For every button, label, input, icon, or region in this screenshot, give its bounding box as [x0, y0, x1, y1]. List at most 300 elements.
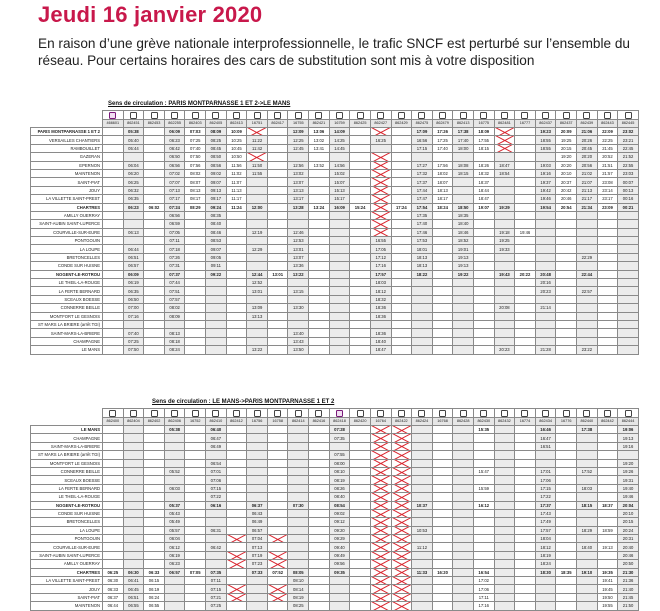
- time-cell: [391, 279, 412, 287]
- corner-cell: [31, 418, 103, 426]
- time-cell: 06:33: [144, 568, 165, 576]
- time-cell: [577, 329, 598, 337]
- time-cell: 23:09: [597, 203, 618, 211]
- time-cell: 20:26: [577, 136, 598, 144]
- cancelled-cell: [247, 128, 268, 136]
- time-cell: [597, 434, 618, 442]
- table-row: [31, 526, 639, 534]
- time-cell: [432, 426, 453, 434]
- time-cell: [556, 279, 577, 287]
- time-cell: 19:13: [453, 253, 474, 261]
- time-cell: 13:13: [288, 186, 309, 194]
- time-cell: [515, 169, 536, 177]
- time-cell: [432, 220, 453, 228]
- time-cell: [391, 211, 412, 219]
- time-cell: [103, 426, 124, 434]
- time-cell: [288, 543, 309, 551]
- cancelled-cell: [391, 467, 412, 475]
- time-cell: 19:45: [597, 585, 618, 593]
- time-cell: [473, 337, 494, 345]
- time-cell: [391, 144, 412, 152]
- time-cell: [288, 279, 309, 287]
- time-cell: 08:10: [288, 577, 309, 585]
- time-cell: [515, 178, 536, 186]
- time-cell: [206, 320, 227, 328]
- time-cell: [412, 476, 433, 484]
- time-cell: [515, 346, 536, 354]
- service-icon-cell: [164, 409, 185, 418]
- time-cell: 09:02: [329, 509, 350, 517]
- cancelled-cell: [391, 551, 412, 559]
- time-cell: 20:20: [577, 153, 598, 161]
- time-cell: [309, 262, 330, 270]
- time-cell: [350, 526, 371, 534]
- time-cell: [350, 169, 371, 177]
- time-cell: [412, 577, 433, 585]
- cancelled-cell: [391, 459, 412, 467]
- time-cell: [103, 337, 124, 345]
- time-cell: [350, 451, 371, 459]
- train-number: 862481: [494, 120, 515, 128]
- time-cell: [577, 434, 598, 442]
- table-row: [31, 585, 639, 593]
- cancelled-cell: [391, 585, 412, 593]
- service-icon-cell: [103, 111, 124, 120]
- time-cell: 17:26: [432, 128, 453, 136]
- train-icon: [460, 112, 467, 119]
- time-cell: [597, 304, 618, 312]
- table-row: [31, 434, 639, 442]
- time-cell: [350, 295, 371, 303]
- time-cell: [453, 560, 474, 568]
- time-cell: [288, 535, 309, 543]
- time-cell: [577, 337, 598, 345]
- time-cell: 18:26: [473, 161, 494, 169]
- time-cell: [144, 161, 165, 169]
- time-cell: [556, 346, 577, 354]
- time-cell: [288, 442, 309, 450]
- time-cell: 20:54: [556, 203, 577, 211]
- time-cell: [103, 493, 124, 501]
- time-cell: 07:25: [185, 136, 206, 144]
- time-cell: 08:05: [288, 568, 309, 576]
- time-cell: [535, 237, 556, 245]
- time-cell: [267, 467, 288, 475]
- time-cell: [473, 434, 494, 442]
- time-cell: 16:47: [535, 434, 556, 442]
- station-name: CONNERRE BEILLE: [31, 304, 103, 312]
- time-cell: [103, 434, 124, 442]
- time-cell: [164, 602, 185, 610]
- time-cell: [597, 220, 618, 228]
- cancelled-cell: [370, 161, 391, 169]
- cancelled-cell: [370, 442, 391, 450]
- train-number: 862402: [144, 418, 165, 426]
- time-cell: [432, 237, 453, 245]
- time-cell: 21:06: [577, 128, 598, 136]
- time-cell: 13:07: [288, 178, 309, 186]
- time-cell: [597, 560, 618, 568]
- time-cell: 21:13: [577, 186, 598, 194]
- time-cell: 06:09: [123, 270, 144, 278]
- time-cell: [288, 295, 309, 303]
- time-cell: 07:16: [123, 312, 144, 320]
- cancelled-cell: [247, 153, 268, 161]
- time-cell: [185, 426, 206, 434]
- time-cell: 06:23: [164, 136, 185, 144]
- time-cell: 17:25: [432, 136, 453, 144]
- cancelled-cell: [391, 476, 412, 484]
- time-cell: [103, 287, 124, 295]
- time-cell: [103, 178, 124, 186]
- time-cell: 05:49: [164, 518, 185, 526]
- time-cell: [185, 262, 206, 270]
- table-row: [31, 459, 639, 467]
- time-cell: [577, 451, 598, 459]
- time-cell: [515, 220, 536, 228]
- time-cell: [144, 426, 165, 434]
- time-cell: [618, 329, 639, 337]
- table-row: [31, 237, 639, 245]
- time-cell: [350, 560, 371, 568]
- train-number: 862413: [226, 120, 247, 128]
- time-cell: [391, 287, 412, 295]
- time-cell: 06:25: [103, 568, 124, 576]
- time-cell: 18:15: [473, 144, 494, 152]
- time-cell: [247, 211, 268, 219]
- time-cell: [206, 279, 227, 287]
- time-cell: 16:54: [473, 568, 494, 576]
- train-icon: [171, 112, 178, 119]
- time-cell: [103, 136, 124, 144]
- time-cell: 09:13: [206, 186, 227, 194]
- time-cell: [226, 577, 247, 585]
- time-cell: 07:19: [247, 551, 268, 559]
- time-cell: [329, 312, 350, 320]
- time-cell: [597, 279, 618, 287]
- table-row: [31, 484, 639, 492]
- time-cell: [309, 346, 330, 354]
- time-cell: [391, 253, 412, 261]
- time-cell: 09:12: [329, 518, 350, 526]
- time-cell: [267, 526, 288, 534]
- time-cell: [329, 253, 350, 261]
- time-cell: 13:01: [267, 270, 288, 278]
- time-cell: 17:47: [412, 195, 433, 203]
- time-cell: [453, 295, 474, 303]
- service-icon-cell: [535, 409, 556, 418]
- cancelled-cell: [370, 501, 391, 509]
- time-cell: 15:59: [473, 484, 494, 492]
- station-name: SAINT-AUBIN SAINT-LUPERCE: [31, 551, 103, 559]
- time-cell: 16:55: [370, 237, 391, 245]
- time-cell: [597, 484, 618, 492]
- time-cell: 07:11: [206, 577, 227, 585]
- time-cell: [309, 220, 330, 228]
- time-cell: [309, 551, 330, 559]
- time-cell: [267, 543, 288, 551]
- time-cell: [391, 237, 412, 245]
- time-cell: 08:13: [185, 186, 206, 194]
- time-cell: [309, 279, 330, 287]
- time-cell: [350, 476, 371, 484]
- time-cell: [453, 337, 474, 345]
- train-icon: [439, 410, 446, 417]
- station-name: MONTFORT LE GESNOIS: [31, 459, 103, 467]
- time-cell: [144, 518, 165, 526]
- time-cell: [144, 211, 165, 219]
- time-cell: 14:45: [329, 144, 350, 152]
- time-cell: [453, 543, 474, 551]
- time-cell: [432, 585, 453, 593]
- time-cell: 07:21: [206, 593, 227, 601]
- time-cell: [453, 484, 474, 492]
- time-cell: [391, 245, 412, 253]
- train-icon: [439, 112, 446, 119]
- time-cell: 09:07: [206, 245, 227, 253]
- time-cell: [350, 245, 371, 253]
- time-cell: [267, 203, 288, 211]
- time-cell: [309, 434, 330, 442]
- time-cell: 21:45: [597, 144, 618, 152]
- time-cell: [515, 484, 536, 492]
- table-row: [31, 602, 639, 610]
- time-cell: [123, 526, 144, 534]
- time-cell: [535, 329, 556, 337]
- time-cell: [144, 245, 165, 253]
- time-cell: 19:35: [597, 568, 618, 576]
- service-icon-cell: [597, 111, 618, 120]
- time-cell: [288, 459, 309, 467]
- station-name: LE MANS: [31, 426, 103, 434]
- time-cell: [473, 451, 494, 459]
- time-cell: [515, 442, 536, 450]
- time-cell: [123, 434, 144, 442]
- time-cell: [206, 451, 227, 459]
- table-row: [31, 186, 639, 194]
- time-cell: [288, 467, 309, 475]
- train-number: 862255: [164, 120, 185, 128]
- time-cell: [473, 237, 494, 245]
- time-cell: [267, 295, 288, 303]
- time-cell: [226, 476, 247, 484]
- time-cell: [515, 476, 536, 484]
- time-cell: [453, 442, 474, 450]
- time-cell: [267, 153, 288, 161]
- time-cell: [473, 270, 494, 278]
- time-cell: 00:16: [618, 195, 639, 203]
- time-cell: [267, 228, 288, 236]
- table-row: [31, 337, 639, 345]
- time-cell: [432, 551, 453, 559]
- time-cell: [412, 484, 433, 492]
- time-cell: [597, 551, 618, 559]
- time-cell: 08:19: [288, 593, 309, 601]
- time-cell: 18:12: [535, 543, 556, 551]
- time-cell: 06:04: [123, 161, 144, 169]
- time-cell: 11:02: [226, 169, 247, 177]
- time-cell: 05:57: [164, 526, 185, 534]
- time-cell: [453, 476, 474, 484]
- table-row: [31, 136, 639, 144]
- time-cell: [556, 295, 577, 303]
- time-cell: [515, 203, 536, 211]
- time-cell: 19:46: [535, 195, 556, 203]
- time-cell: 13:15: [288, 287, 309, 295]
- time-cell: [309, 329, 330, 337]
- time-cell: [185, 551, 206, 559]
- time-cell: 07:15: [206, 585, 227, 593]
- time-cell: [123, 426, 144, 434]
- time-cell: [432, 262, 453, 270]
- service-icon-cell: [123, 111, 144, 120]
- time-cell: [494, 535, 515, 543]
- cancelled-cell: [370, 459, 391, 467]
- time-cell: [103, 535, 124, 543]
- time-cell: 06:13: [123, 228, 144, 236]
- time-cell: [494, 476, 515, 484]
- train-icon: [315, 410, 322, 417]
- time-cell: [453, 568, 474, 576]
- time-cell: 06:40: [206, 426, 227, 434]
- time-cell: 18:35: [556, 568, 577, 576]
- time-cell: [597, 253, 618, 261]
- time-cell: [453, 535, 474, 543]
- time-cell: [453, 287, 474, 295]
- time-cell: 18:00: [453, 144, 474, 152]
- time-cell: 11:42: [247, 144, 268, 152]
- table-row: [31, 153, 639, 161]
- time-cell: [391, 195, 412, 203]
- train-number-row: [31, 120, 639, 128]
- time-cell: [453, 493, 474, 501]
- time-cell: [247, 178, 268, 186]
- time-cell: 21:51: [597, 161, 618, 169]
- time-cell: [350, 279, 371, 287]
- time-cell: [103, 220, 124, 228]
- time-cell: 08:25: [288, 602, 309, 610]
- time-cell: [412, 295, 433, 303]
- time-cell: 08:29: [185, 203, 206, 211]
- service-icon-cell: [123, 409, 144, 418]
- time-cell: [577, 535, 598, 543]
- station-name: AMILLY OUERRAY: [31, 211, 103, 219]
- time-cell: [556, 484, 577, 492]
- time-cell: [494, 153, 515, 161]
- time-cell: 18:13: [432, 186, 453, 194]
- time-cell: 05:43: [164, 509, 185, 517]
- time-cell: 08:40: [206, 220, 227, 228]
- time-cell: [597, 459, 618, 467]
- time-cell: [309, 337, 330, 345]
- time-cell: [494, 186, 515, 194]
- time-cell: 22:44: [577, 270, 598, 278]
- time-cell: 07:52: [267, 568, 288, 576]
- time-cell: [309, 602, 330, 610]
- time-cell: [494, 320, 515, 328]
- time-cell: 19:13: [618, 434, 639, 442]
- time-cell: 21:30: [618, 568, 639, 576]
- time-cell: [535, 295, 556, 303]
- time-cell: [288, 434, 309, 442]
- time-cell: [412, 312, 433, 320]
- service-icon-cell: [370, 409, 391, 418]
- time-cell: [515, 518, 536, 526]
- time-cell: 19:13: [453, 262, 474, 270]
- time-cell: [556, 337, 577, 345]
- time-cell: 20:15: [556, 144, 577, 152]
- service-icon-cell: [206, 409, 227, 418]
- time-cell: [144, 195, 165, 203]
- time-cell: [350, 568, 371, 576]
- time-cell: [391, 312, 412, 320]
- time-cell: [309, 312, 330, 320]
- time-cell: [432, 270, 453, 278]
- cancelled-cell: [226, 551, 247, 559]
- time-cell: [391, 178, 412, 186]
- time-cell: 18:32: [473, 169, 494, 177]
- cancelled-cell: [391, 568, 412, 576]
- time-cell: [412, 535, 433, 543]
- time-cell: 06:51: [123, 593, 144, 601]
- time-cell: [226, 320, 247, 328]
- time-cell: [391, 270, 412, 278]
- time-cell: [144, 509, 165, 517]
- time-cell: 11:50: [247, 161, 268, 169]
- time-cell: 09:29: [329, 535, 350, 543]
- time-cell: 06:23: [123, 203, 144, 211]
- time-cell: 21:45: [618, 593, 639, 601]
- time-cell: [453, 593, 474, 601]
- time-cell: [185, 442, 206, 450]
- time-cell: [267, 329, 288, 337]
- time-cell: [515, 136, 536, 144]
- time-cell: [329, 593, 350, 601]
- time-cell: [350, 128, 371, 136]
- time-cell: [432, 287, 453, 295]
- time-cell: [123, 467, 144, 475]
- service-icon-cell: [185, 409, 206, 418]
- time-cell: [597, 535, 618, 543]
- time-cell: [123, 237, 144, 245]
- time-cell: [123, 484, 144, 492]
- cancelled-cell: [391, 577, 412, 585]
- time-cell: [267, 451, 288, 459]
- time-cell: 18:36: [370, 304, 391, 312]
- time-cell: [597, 518, 618, 526]
- cancelled-cell: [370, 535, 391, 543]
- time-cell: [473, 220, 494, 228]
- time-cell: 00:07: [618, 178, 639, 186]
- time-cell: [247, 237, 268, 245]
- time-cell: 08:07: [185, 178, 206, 186]
- time-cell: 05:52: [164, 467, 185, 475]
- time-cell: 09:20: [329, 526, 350, 534]
- time-cell: 12:53: [288, 237, 309, 245]
- time-cell: [185, 493, 206, 501]
- station-name: SAINT-AUBIN SAINT-LUPERCE: [31, 220, 103, 228]
- time-cell: 13:41: [309, 144, 330, 152]
- time-cell: [473, 518, 494, 526]
- time-cell: [494, 484, 515, 492]
- time-cell: 13:40: [288, 329, 309, 337]
- time-cell: [185, 577, 206, 585]
- time-cell: [350, 270, 371, 278]
- time-cell: 11:12: [412, 543, 433, 551]
- time-cell: 06:12: [164, 543, 185, 551]
- time-cell: [494, 577, 515, 585]
- train-number: 862412: [226, 418, 247, 426]
